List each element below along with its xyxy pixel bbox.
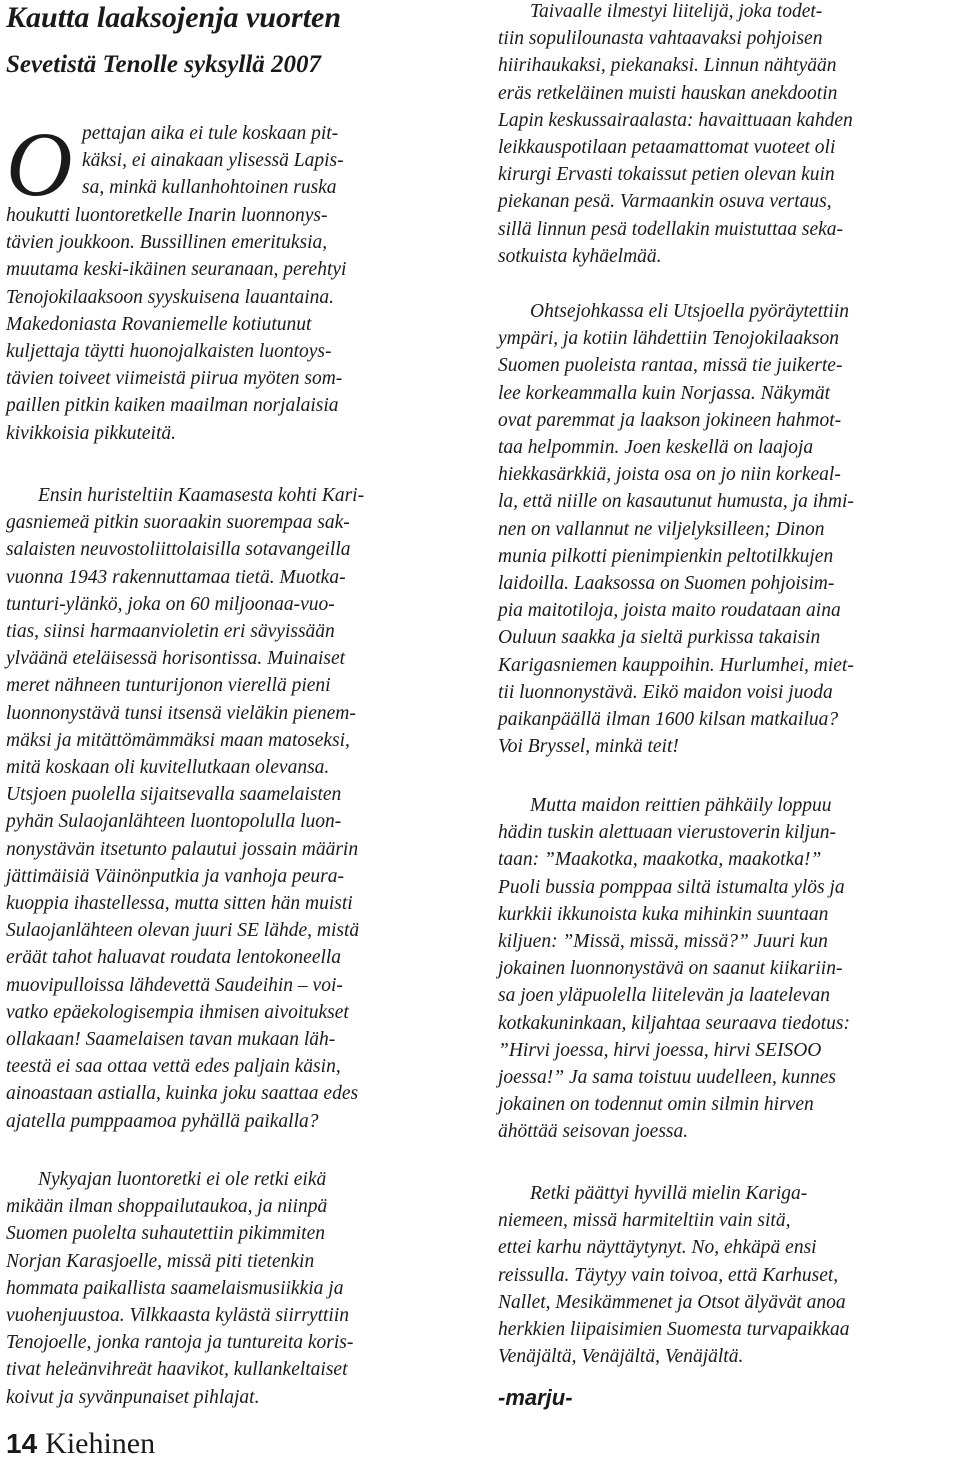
text-line: kirurgi Ervasti tokaissut petien olevan kuin xyxy=(498,164,835,186)
text-line: mäksi ja mitättömämmäksi maan matoseksi, xyxy=(6,729,350,751)
text-line: munia pilkotti pienimpienkin peltotilkkujen xyxy=(498,545,834,567)
publication-name: Kiehinen xyxy=(45,1427,156,1460)
text-line: reissulla. Täytyy vain toivoa, että Karhuset, xyxy=(498,1264,839,1286)
text-line: jättimäisiä Väinönputkia ja vanhoja peura- xyxy=(6,865,344,887)
text-line: sillä linnun pesä todellakin muistuttaa seka- xyxy=(498,218,844,240)
text-line: meret nähneen tunturijonon vierellä pieni xyxy=(6,675,331,697)
text-line: lee korkeammalla kuin Norjassa. Näkymät xyxy=(498,382,830,404)
text-line: Venäjältä, Venäjältä, Venäjältä. xyxy=(498,1346,744,1368)
text-line: kuljettaja täytti huonojalkaisten luontoys- xyxy=(6,341,332,363)
text-line: vuohenjuustoa. Vilkkaasta kylästä siirryttiin xyxy=(6,1305,350,1327)
text-line: tiin sopulilounasta vahtaavaksi pohjoisen xyxy=(498,28,823,50)
text-line: Karigasniemen kauppoihin. Hurlumhei, miet- xyxy=(498,654,854,676)
text-line: pettajan aika ei tule koskaan pit- xyxy=(82,123,339,144)
text-line: hädin tuskin alettuaan vierustoverin kiljun- xyxy=(498,822,836,844)
right-paragraph-2 xyxy=(498,298,954,760)
text-line: ovat paremmat ja laakson jokineen hahmot- xyxy=(498,409,842,431)
text-line: houkutti luontoretkelle Inarin luonnonys- xyxy=(6,205,328,226)
text-line: ähöttää seisovan joessa. xyxy=(498,1121,689,1143)
text-line: Taivaalle ilmestyi liitelijä, joka todet- xyxy=(530,1,823,22)
page-number: 14 xyxy=(6,1428,38,1459)
text-line: tunturi-ylänkö, joka on 60 miljoonaa-vuo- xyxy=(6,593,335,615)
text-line: hommata paikallista saamelaismusiikkia ja xyxy=(6,1277,344,1299)
text-line: nonystävän itsetunto palautui jossain määrin xyxy=(6,838,359,860)
author-signature: -marju- xyxy=(498,1385,573,1410)
text-line: Retki päättyi hyvillä mielin Kariga- xyxy=(530,1183,808,1204)
text-line: la, että niille on kasautunut humusta, ja ihmi- xyxy=(498,491,854,513)
text-line: ainoastaan astialla, kuinka joku saattaa edes xyxy=(6,1083,359,1105)
right-paragraph-4 xyxy=(498,1180,954,1370)
text-line: hiirihaukaksi, piekanaksi. Linnun nähtyään xyxy=(498,55,837,77)
text-line: Lapin keskussairaalasta: havaittuaan kahden xyxy=(498,109,853,131)
text-line: kotkakuninkaan, kiljahtaa seuraava tiedotus: xyxy=(498,1012,851,1034)
text-line: paillen pitkin kaiken maailman norjalaisia xyxy=(6,395,339,417)
text-line: mikään ilman shoppailutaukoa, ja niinpä xyxy=(6,1196,328,1218)
text-line: Voi Bryssel, minkä teit! xyxy=(498,736,679,758)
article-subtitle: Sevetistä Tenolle syksyllä 2007 xyxy=(6,51,322,78)
text-line: kiljuen: ”Missä, missä, missä?” Juuri kun xyxy=(498,931,828,953)
text-line: ”Hirvi joessa, hirvi joessa, hirvi SEISOO xyxy=(498,1039,822,1061)
text-line: kuoppia ihastellessa, mutta sitten hän muisti xyxy=(6,893,353,915)
right-paragraph-1 xyxy=(498,0,954,270)
text-line: ollakaan! Saamelaisen tavan mukaan läh- xyxy=(6,1029,336,1051)
text-line: Norjan Karasjoelle, missä piti tietenkin xyxy=(6,1250,315,1272)
text-line: Sulaojanlähteen olevan juuri SE lähde, mistä xyxy=(6,920,360,942)
text-line: Tenojokilaaksoon syyskuisena lauantaina. xyxy=(6,286,335,308)
drop-cap: O xyxy=(6,113,73,215)
text-line: hiekkasärkkiä, joista osa on jo niin korkeal- xyxy=(498,464,841,486)
text-line: Nykyajan luontoretki ei ole retki eikä xyxy=(38,1169,327,1190)
text-line: koivut ja syvänpunaiset pihlajat. xyxy=(6,1386,260,1408)
text-line: jokainen luonnonystävä on saanut kiikariin- xyxy=(498,958,843,980)
text-line: leikkauspotilaan petaamattomat vuoteet oli xyxy=(498,137,836,159)
text-line: piekanan pesä. Varmaankin osuva vertaus, xyxy=(498,191,832,213)
left-paragraph-1 xyxy=(6,202,468,447)
text-line: salaisten neuvostoliittolaisilla sotavangeilla xyxy=(6,539,351,561)
text-line: ettei karhu näyttäytynyt. No, ehkäpä ensi xyxy=(498,1237,817,1259)
text-line: herkkien liipaisimien Suomesta turvapaikkaa xyxy=(498,1319,850,1341)
text-line: paikanpäällä ilman 1600 kilsan matkailua? xyxy=(498,709,839,731)
text-line: laidoilla. Laaksossa on Suomen pohjoisim- xyxy=(498,573,835,595)
page-footer xyxy=(6,1426,155,1462)
text-line: ympäri, ja kotiin lähdettiin Tenojokilaakson xyxy=(498,328,840,350)
text-line: Ohtsejohkassa eli Utsjoella pyöräytettiin xyxy=(530,301,849,322)
text-line: mitä koskaan oli kuvitellutkaan olevansa. xyxy=(6,757,330,779)
text-line: nen on vallannut ne viljelyksilleen; Dinon xyxy=(498,518,825,540)
text-line: teestä ei saa ottaa vettä edes paljain käsin, xyxy=(6,1056,341,1078)
text-line: tii luonnonystävä. Eikö maidon voisi juoda xyxy=(498,681,833,703)
text-line: ylväänä eteläisessä horisontissa. Muinaiset xyxy=(6,648,346,670)
text-line: Suomen puoleista rantaa, missä tie juikerte- xyxy=(498,355,843,377)
text-line: luonnonystävä tunsi itsensä vieläkin pienem- xyxy=(6,702,356,724)
text-line: tävien joukkoon. Bussillinen emerituksia, xyxy=(6,232,328,254)
text-line: pyhän Sulaojanlähteen luontopolulla luon- xyxy=(6,811,342,833)
left-paragraph-2 xyxy=(6,482,468,1135)
text-line: niemeen, missä harmiteltiin vain sitä, xyxy=(498,1210,791,1232)
text-line: ajatella pumppaamoa pyhällä paikalla? xyxy=(6,1110,319,1132)
text-line: sotkuista kyhäelmää. xyxy=(498,245,662,267)
text-line: Puoli bussia pomppaa siltä istumalta ylös ja xyxy=(498,876,845,898)
text-line: taa helpommin. Joen keskellä on laajoja xyxy=(498,437,814,459)
text-line: kivikkoisia pikkuteitä. xyxy=(6,422,177,444)
text-line: Nallet, Mesikämmenet ja Otsot älyävät anoa xyxy=(498,1291,846,1313)
text-line: käksi, ei ainakaan ylisessä Lapis- xyxy=(82,150,344,172)
text-line: joessa!” Ja sama toistuu uudelleen, kunnes xyxy=(498,1067,836,1089)
text-line: jokainen on todennut omin silmin hirven xyxy=(498,1094,814,1116)
text-line: Ouluun saakka ja sieltä purkissa takaisin xyxy=(498,627,821,649)
left-paragraph-3 xyxy=(6,1166,468,1411)
text-line: Mutta maidon reittien pähkäily loppuu xyxy=(530,795,832,816)
text-line: muovipulloissa lähdevettä Saudeihin – voi- xyxy=(6,974,343,996)
text-line: eräät tahot haluavat roudata lentokoneella xyxy=(6,947,342,969)
text-line: Utsjoen puolella sijaitsevalla saamelaisten xyxy=(6,784,342,806)
text-line: taan: ”Maakotka, maakotka, maakotka!” xyxy=(498,849,822,871)
text-line: tivat heleänvihreät haavikot, kullankeltaiset xyxy=(6,1359,348,1381)
text-line: kurkkii ikkunoista kuka mihinkin suuntaan xyxy=(498,903,829,925)
text-line: vatko epäekologisempia ihmisen aivoitukset xyxy=(6,1001,349,1023)
text-line: Makedoniasta Rovaniemelle kotiutunut xyxy=(6,313,312,335)
text-line: tias, siinsi harmaanvioletin eri sävyissään xyxy=(6,621,335,643)
text-line: Suomen puolelta suhautettiin pikimmiten xyxy=(6,1223,325,1245)
text-line: sa, minkä kullanhohtoinen ruska xyxy=(82,177,337,199)
text-line: gasniemeä pitkin suoraakin suorempaa sak- xyxy=(6,512,350,534)
text-line: tävien toiveet viimeistä piirua myöten som- xyxy=(6,368,343,390)
text-line: muutama keski-ikäinen seuranaan, perehtyi xyxy=(6,259,347,281)
right-paragraph-3 xyxy=(498,792,954,1146)
left-paragraph-1-lead xyxy=(82,120,472,202)
text-line: Tenojoelle, jonka rantoja ja tuntureita koris- xyxy=(6,1332,354,1354)
text-line: pia maitotiloja, joista maito roudataan aina xyxy=(498,600,841,622)
text-line: sa joen yläpuolella liitelevän ja laatelevan xyxy=(498,985,830,1007)
article-title: Kautta laaksojenja vuorten xyxy=(6,1,342,34)
text-line: vuonna 1943 rakennuttamaa tietä. Muotka- xyxy=(6,566,346,588)
text-line: eräs retkeläinen muisti hauskan anekdootin xyxy=(498,82,838,104)
text-line: Ensin huristeltiin Kaamasesta kohti Kari- xyxy=(38,485,365,506)
